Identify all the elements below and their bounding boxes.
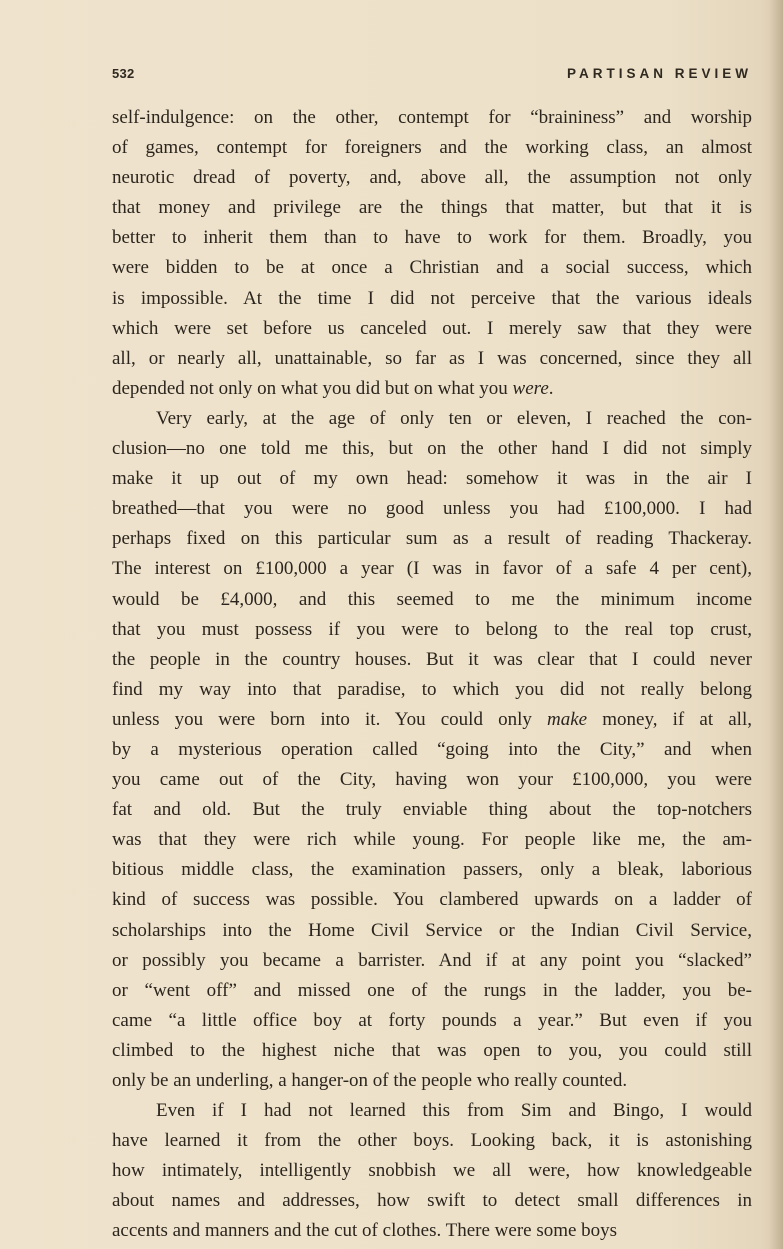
line-text: find my way into that paradise, to which you did not really belong [112, 678, 752, 700]
text-line [112, 464, 752, 494]
line-text: fat and old. But the truly enviable thing about the top-notchers [112, 799, 752, 821]
line-text-after: . [548, 377, 554, 399]
line-text: clusion—no one told me this, but on the other hand I did not simply [112, 438, 752, 460]
text-line [112, 434, 752, 464]
line-text: Very early, at the age of only ten or eleven, I reached the con- [156, 407, 752, 429]
text-line [112, 1036, 752, 1066]
line-text: accents and manners and the cut of clothes. There were some boys [112, 1220, 618, 1242]
text-line [112, 1096, 752, 1126]
line-text: Even if I had not learned this from Sim and Bingo, I would [156, 1100, 752, 1122]
line-text: you came out of the City, having won your £100,000, you were [112, 769, 752, 791]
text-line [112, 253, 752, 283]
text-line [112, 193, 752, 223]
text-line [112, 284, 752, 314]
text-line [112, 344, 752, 374]
text-line [112, 1126, 752, 1156]
text-line [112, 494, 752, 524]
line-text: make it up out of my own head: somehow it was in the air I [112, 468, 752, 490]
text-line [112, 916, 752, 946]
running-head: PARTISAN REVIEW [566, 66, 752, 81]
line-text: neurotic dread of poverty, and, above all, the assumption not only [112, 167, 752, 189]
line-text: The interest on £100,000 a year (I was in favor of a safe 4 per cent), [112, 558, 752, 580]
text-line [112, 554, 752, 584]
text-line [112, 1066, 752, 1096]
paragraph [112, 404, 752, 1096]
line-text: kind of success was possible. You clambered upwards on a ladder of [112, 889, 752, 911]
text-line [112, 1006, 752, 1036]
text-line [112, 946, 752, 976]
line-text: which were set before us canceled out. I merely saw that they were [112, 317, 752, 339]
text-line [112, 524, 752, 554]
text-line [112, 585, 752, 615]
italic-word: make [547, 708, 588, 730]
line-text: depended not only on what you did but on what you [112, 377, 513, 399]
page-header [112, 66, 752, 88]
line-text: about names and addresses, how swift to detect small differences in [112, 1190, 752, 1212]
text-line [112, 675, 752, 705]
line-text: was that they were rich while young. For people like me, the am- [112, 829, 752, 851]
line-text: bitious middle class, the examination passers, only a bleak, laborious [112, 859, 752, 881]
line-text: have learned it from the other boys. Looking back, it is astonishing [112, 1130, 752, 1152]
text-line [112, 1186, 752, 1216]
line-text: would be £4,000, and this seemed to me the minimum income [112, 588, 752, 610]
text-line [112, 735, 752, 765]
text-line [112, 855, 752, 885]
text-line [112, 615, 752, 645]
line-text: or possibly you became a barrister. And if at any point you “slacked” [112, 949, 752, 971]
body-text [112, 103, 752, 1247]
text-line [112, 765, 752, 795]
text-line [112, 1216, 752, 1246]
text-line [112, 705, 752, 735]
text-line [112, 825, 752, 855]
line-text: scholarships into the Home Civil Service or the Indian Civil Service, [112, 919, 752, 941]
text-line [112, 223, 752, 253]
text-line [112, 885, 752, 915]
text-line [112, 645, 752, 675]
line-text: only be an underling, a hanger-on of the people who really counted. [112, 1070, 628, 1091]
text-line [112, 795, 752, 825]
line-text: better to inherit them than to have to work for them. Broadly, you [112, 227, 752, 249]
line-text: self-indulgence: on the other, contempt for “braininess” and worship [112, 107, 752, 128]
page-number: 532 [112, 66, 135, 81]
line-text: the people in the country houses. But it was clear that I could never [112, 648, 752, 670]
text-line [112, 163, 752, 193]
paragraph [112, 103, 752, 404]
line-text: of games, contempt for foreigners and the working class, an almost [112, 137, 752, 159]
line-text: unless you were born into it. You could only [112, 708, 548, 730]
line-text: breathed—that you were no good unless you had £100,000. I had [112, 498, 752, 520]
text-line [112, 103, 752, 133]
line-text: all, or nearly all, unattainable, so far as I was concerned, since they all [112, 347, 752, 369]
italic-word: were [512, 377, 549, 399]
text-line [112, 314, 752, 344]
page-edge-shadow [769, 0, 783, 1249]
paragraph [112, 1096, 752, 1246]
line-text: that money and privilege are the things that matter, but that it is [112, 197, 752, 219]
line-text: or “went off” and missed one of the rungs in the ladder, you be- [112, 979, 752, 1001]
text-line [112, 133, 752, 163]
line-text-after: money, if at all, [587, 708, 752, 730]
text-line [112, 976, 752, 1006]
line-text: were bidden to be at once a Christian and a social success, which [112, 257, 752, 279]
line-text: is impossible. At the time I did not perceive that the various ideals [112, 287, 752, 309]
line-text: how intimately, intelligently snobbish we all were, how knowledgeable [112, 1160, 752, 1182]
line-text: came “a little office boy at forty pounds a year.” But even if you [112, 1009, 752, 1031]
text-line [112, 374, 752, 404]
text-line [112, 1156, 752, 1186]
line-text: climbed to the highest niche that was open to you, you could still [112, 1039, 752, 1061]
line-text: perhaps fixed on this particular sum as a result of reading Thackeray. [112, 528, 752, 550]
text-line [112, 404, 752, 434]
line-text: by a mysterious operation called “going into the City,” and when [112, 738, 752, 760]
line-text: that you must possess if you were to belong to the real top crust, [112, 618, 752, 640]
